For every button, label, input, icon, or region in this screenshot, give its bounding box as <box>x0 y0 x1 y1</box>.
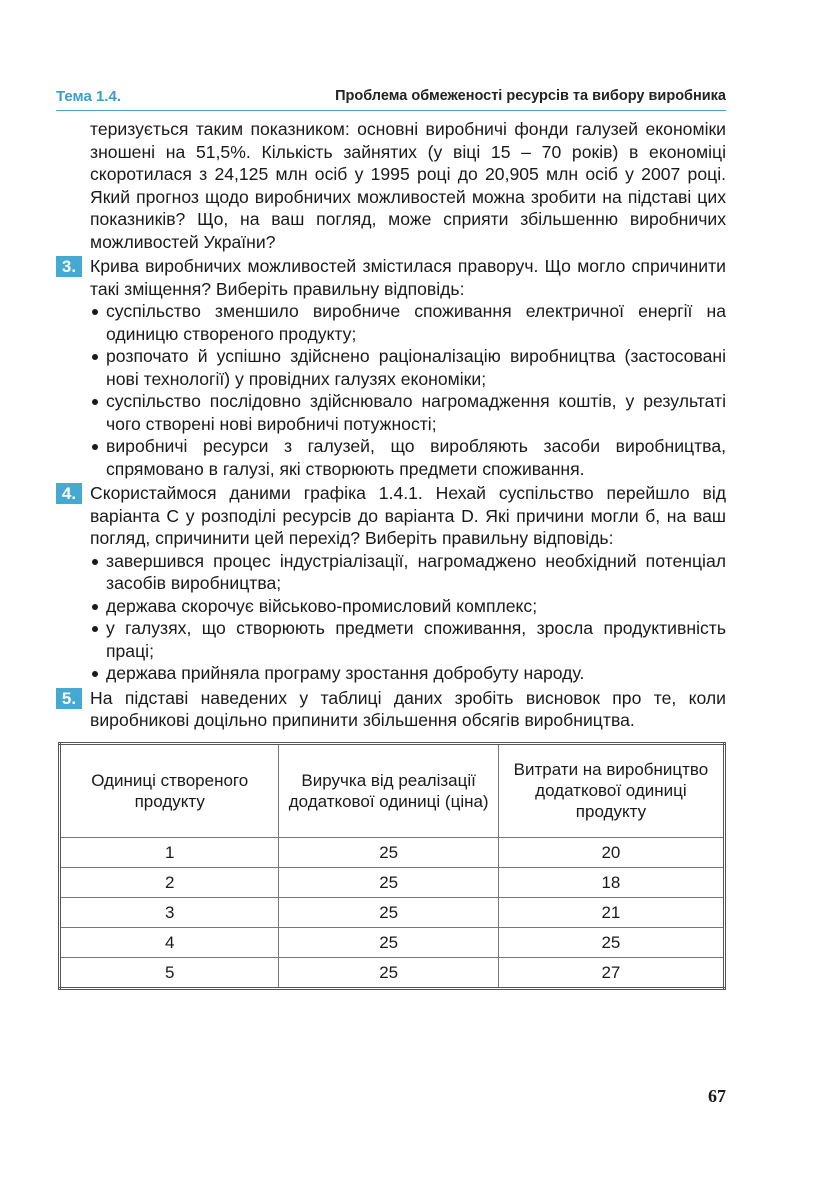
list-item: держава прийняла програму зростання добробуту народу. <box>90 662 726 685</box>
intro-paragraph: теризується таким показником: основні виробничі фонди галузей економіки зношені на 51,5%. Кількість зайнятих (у віці 15 – 70 років) в економіці скоротилася з 24,125 млн осіб у 1995 році до 20,905 млн осіб у 2007 році. Який прогноз щодо виробничих можливостей можна зробити на підставі цих показників? Що, на ваш погляд, може сприяти збільшенню виробничих можливостей України? <box>90 119 726 252</box>
table-cell: 25 <box>279 867 498 897</box>
table-row <box>60 927 725 957</box>
list-item: суспільство послідовно здійснювало нагромадження коштів, у результаті чого створені нові виробничі потужності; <box>90 390 726 435</box>
list-item: держава скорочує військово-промисловий комплекс; <box>90 595 726 618</box>
topic-label: Тема 1.4. <box>56 88 121 105</box>
table-row <box>60 957 725 988</box>
task-3 <box>56 255 726 480</box>
list-item: у галузях, що створюють предмети споживання, зросла продуктивність праці; <box>90 617 726 662</box>
column-header: Витрати на виробництво додаткової одиниці продукту <box>498 743 724 837</box>
table-cell: 25 <box>279 897 498 927</box>
table-row <box>60 897 725 927</box>
task-text: Скористаймося даними графіка 1.4.1. Нехай суспільство перейшло від варіанта С у розподілі ресурсів до варіанта D. Які причини могли б, на ваш погляд, спричинити цей перехід? Виберіть правильну відповідь: <box>90 483 726 548</box>
column-header: Виручка від реалізації додаткової одиниці (ціна) <box>279 743 498 837</box>
running-title: Проблема обмеженості ресурсів та вибору виробника <box>335 88 726 104</box>
page-number: 67 <box>708 1086 726 1106</box>
answer-options <box>90 300 726 480</box>
table-cell: 25 <box>279 837 498 867</box>
task-number-badge: 5. <box>56 688 82 709</box>
task-5 <box>56 687 726 732</box>
table-row <box>60 867 725 897</box>
table-cell: 2 <box>60 867 279 897</box>
table-cell: 25 <box>279 957 498 988</box>
task-text: На підставі наведених у таблиці даних зробіть висновок про те, коли виробникові доцільно припинити збільшення обсягів виробництва. <box>90 687 726 730</box>
data-table <box>58 742 726 990</box>
table-header-row <box>60 743 725 837</box>
list-item: виробничі ресурси з галузей, що виробляють засоби виробництва, спрямовано в галузі, які створюють предмети споживання. <box>90 435 726 480</box>
table-cell: 4 <box>60 927 279 957</box>
table-cell: 1 <box>60 837 279 867</box>
page-content <box>56 118 726 990</box>
answer-options <box>90 550 726 685</box>
table-cell: 18 <box>498 867 724 897</box>
table-cell: 20 <box>498 837 724 867</box>
table-cell: 5 <box>60 957 279 988</box>
table-cell: 27 <box>498 957 724 988</box>
running-header <box>56 88 726 111</box>
list-item: суспільство зменшило виробниче споживання електричної енергії на одиницю створеного продукту; <box>90 300 726 345</box>
table-cell: 25 <box>498 927 724 957</box>
task-text: Крива виробничих можливостей змістилася праворуч. Що могло спричинити такі зміщення? Виберіть правильну відповідь: <box>90 256 726 299</box>
column-header: Одиниці створеного продукту <box>60 743 279 837</box>
table-cell: 25 <box>279 927 498 957</box>
table-cell: 21 <box>498 897 724 927</box>
task-number-badge: 4. <box>56 483 82 504</box>
list-item: розпочато й успішно здійснено раціоналізацію виробництва (застосовані нові технології) у провідних галузях економіки; <box>90 345 726 390</box>
table-cell: 3 <box>60 897 279 927</box>
task-number-badge: 3. <box>56 256 82 277</box>
task-4 <box>56 482 726 685</box>
table-row <box>60 837 725 867</box>
list-item: завершився процес індустріалізації, нагромаджено необхідний потенціал засобів виробництва; <box>90 550 726 595</box>
